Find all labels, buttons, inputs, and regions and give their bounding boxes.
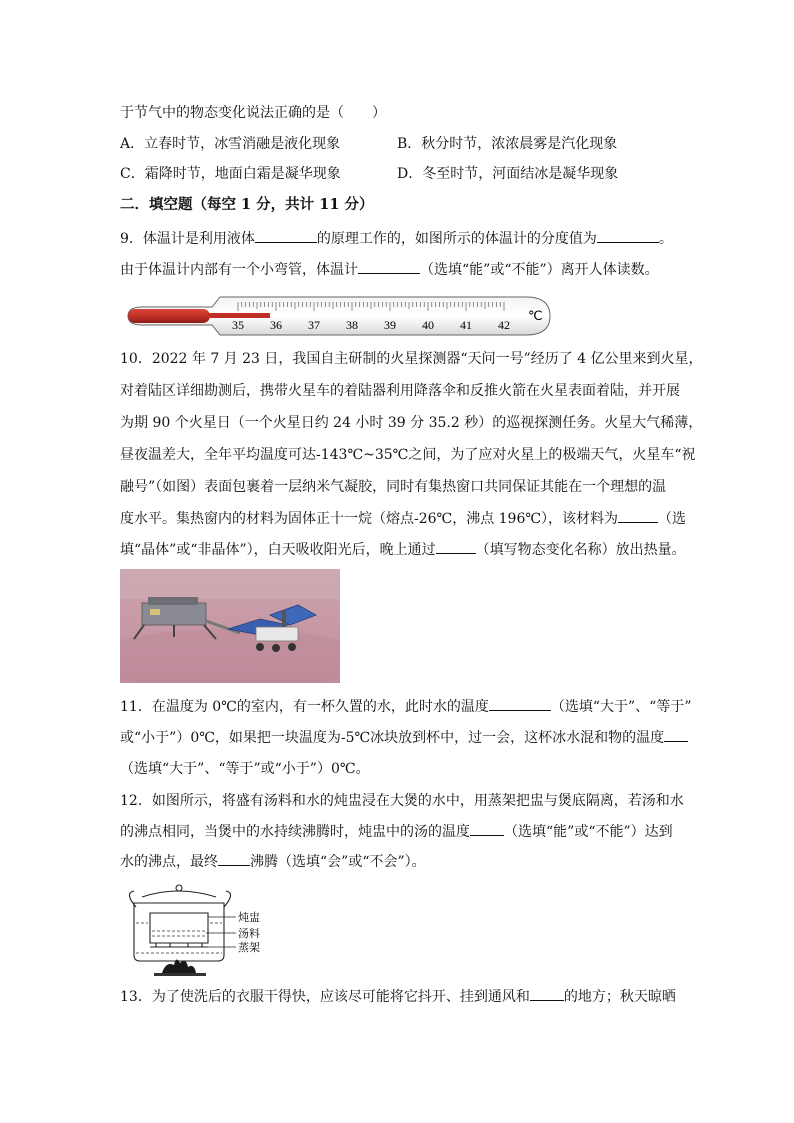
scale-label: 40 [422,318,434,332]
q10-line-5: 融号”（如图）表面包裹着一层纳米气凝胶，同时有集热窗口共同保证其能在一个理想的温 [120,479,667,495]
q11-line-2 [120,729,688,747]
answer-blank [530,988,564,1001]
q10-line-6 [120,510,686,528]
scale-label: 37 [308,318,320,332]
q8-stem: 于节气中的物态变化说法正确的是（ ） [120,105,386,121]
scale-label: 36 [270,318,282,332]
q9-line-2 [120,261,659,279]
q11-text: （选填“大于”、“等于” [550,699,692,715]
q13-line-1 [120,988,676,1006]
q11-line-1 [120,698,691,716]
q12-text: 水的沸点，最终 [120,854,218,870]
label-stew-pot: 炖盅 [238,911,260,924]
q9-text: （选填“能”或“不能”）离开人体读数。 [420,262,659,278]
answer-blank [358,261,420,274]
q13-text: 的地方；秋天晾晒 [563,989,676,1005]
q12-text: 沸腾（选填“会”或“不会”）。 [250,854,426,870]
q9-line-1 [120,230,673,248]
q8-option-d: D．冬至时节，河面结冰是凝华现象 [397,166,619,182]
q10-text: 填“晶体”或“非晶体”），白天吸收阳光后，晚上通过 [120,542,436,558]
q8-option-a: A．立春时节，冰雪消融是液化现象 [120,136,341,152]
q10-line-7 [120,541,686,559]
scale-label: 35 [232,318,244,332]
q10-line-1: 10．2022 年 7 月 23 日，我国自主研制的火星探测器“天问一号”经历了 4 亿公里来到火星， [120,351,703,367]
answer-blank [218,853,250,866]
thermometer-figure [122,294,552,338]
pot-diagram [120,883,280,979]
answer-blank [436,541,476,554]
q10-line-3: 为期 90 个火星日（一个火星日约 24 小时 39 分 35.2 秒）的巡视探测任务。火星大气稀薄， [120,415,703,431]
answer-blank [470,823,504,836]
answer-blank [664,729,688,742]
q12-text: （选填“能”或“不能”）达到 [504,824,673,840]
q12-text: 的沸点相同，当煲中的水持续沸腾时，炖盅中的汤的温度 [120,824,470,840]
q8-option-b: B．秋分时节，浓浓晨雾是汽化现象 [397,136,618,152]
q12-line-3 [120,853,426,871]
q9-text: 。 [658,231,673,247]
q8-option-c: C．霜降时节，地面白霜是凝华现象 [120,166,341,182]
scale-label: 39 [384,318,396,332]
label-soup: 汤料 [238,927,260,940]
q9-text: 9．体温计是利用液体 [120,231,255,247]
water-lines [136,923,222,953]
mars-rover-photo [120,569,340,683]
scale-label: 42 [498,318,510,332]
q10-text: （填写物态变化名称）放出热量。 [475,542,686,558]
q10-line-4: 昼夜温差大，全年平均温度可达-143℃~35℃之间，为了应对火星上的极端天气，火星车“祝 [120,447,696,463]
flame-icon [154,959,206,976]
scale-label: 41 [460,318,472,332]
q10-text: 度水平。集热窗内的材料为固体正十一烷（熔点-26℃，沸点 196℃），该材料为 [120,511,619,527]
answer-blank [618,510,658,523]
q10-text: （选 [658,511,687,527]
q12-line-2 [120,823,673,841]
q12-line-1: 12．如图所示，将盛有汤料和水的炖盅浸在大煲的水中，用蒸架把盅与煲底隔离，若汤和水 [120,793,684,809]
q13-text: 13．为了使洗后的衣服干得快，应该尽可能将它抖开、挂到通风和 [120,989,530,1005]
scale-label: 38 [346,318,358,332]
q9-text: 的原理工作的，如图所示的体温计的分度值为 [316,231,597,247]
answer-blank [597,230,659,243]
q11-text: 11．在温度为 0℃的室内，有一杯久置的水，此时水的温度 [120,699,489,715]
q11-line-3: （选填“大于”、“等于”或“小于”）0℃。 [120,761,370,777]
q10-line-2: 对着陆区详细勘测后，携带火星车的着陆器利用降落伞和反推火箭在火星表面着陆，并开展 [120,383,680,399]
q11-text: 或“小于”）0℃，如果把一块温度为-5℃冰块放到杯中，过一会，这杯冰水混和物的温度 [120,730,665,746]
q9-text: 由于体温计内部有一个小弯管，体温计 [120,262,358,278]
answer-blank [489,698,551,711]
unit-label: ℃ [528,308,543,323]
thermometer-bulb [128,309,210,323]
answer-blank [255,230,317,243]
label-steam-rack: 蒸架 [238,941,260,954]
section-heading: 二．填空题（每空 1 分，共计 11 分） [120,196,374,213]
